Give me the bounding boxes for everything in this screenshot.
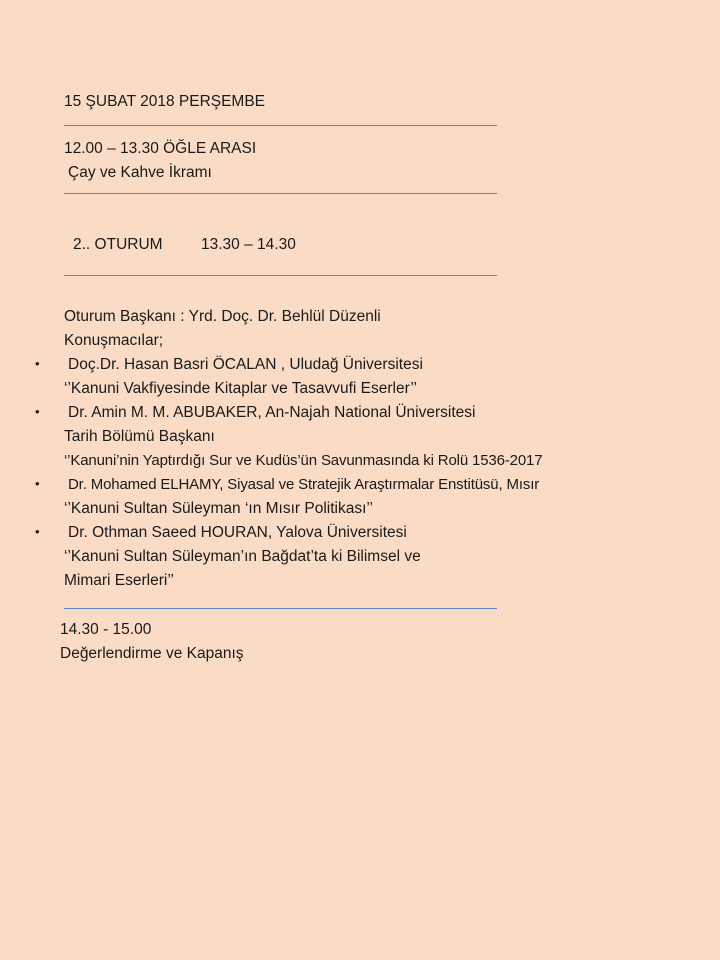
talk-title: ‘’Kanuni Sultan Süleyman’ın Bağdat’ta ki Bilimsel ve xyxy=(64,548,421,565)
speaker-name: Dr. Othman Saeed HOURAN, Yalova Üniversitesi xyxy=(68,524,407,541)
speaker-name: Dr. Mohamed ELHAMY, Siyasal ve Stratejik Araştırmalar Enstitüsü, Mısır xyxy=(68,476,540,493)
bullet: • xyxy=(35,404,40,419)
speaker-name: Doç.Dr. Hasan Basri ÖCALAN , Uludağ Üniversitesi xyxy=(68,356,423,373)
closing-time: 14.30 - 15.00 xyxy=(60,621,152,638)
speakers-label: Konuşmacılar; xyxy=(64,332,164,349)
talk-title: Mimari Eserleri’’ xyxy=(64,572,174,589)
session-chair: Oturum Başkanı : Yrd. Doç. Dr. Behlül Düzenli xyxy=(64,308,381,325)
divider xyxy=(64,608,497,609)
speaker-name: Dr. Amin M. M. ABUBAKER, An-Najah National Üniversitesi xyxy=(68,404,476,421)
divider xyxy=(64,125,497,126)
divider xyxy=(64,193,497,194)
session-title: 2.. OTURUM xyxy=(73,236,163,253)
session-time: 13.30 – 14.30 xyxy=(201,236,296,253)
bullet: • xyxy=(35,476,40,491)
date-heading: 15 ŞUBAT 2018 PERŞEMBE xyxy=(64,93,266,110)
bullet: • xyxy=(35,524,40,539)
break-description: Çay ve Kahve İkramı xyxy=(68,164,212,181)
talk-title: ‘’Kanuni’nin Yaptırdığı Sur ve Kudüs’ün Savunmasında ki Rolü 1536-2017 xyxy=(64,452,543,469)
divider xyxy=(64,275,497,276)
closing-description: Değerlendirme ve Kapanış xyxy=(60,645,244,662)
speaker-affiliation: Tarih Bölümü Başkanı xyxy=(64,428,215,445)
talk-title: ‘’Kanuni Vakfiyesinde Kitaplar ve Tasavvufi Eserler’’ xyxy=(64,380,417,397)
break-time: 12.00 – 13.30 ÖĞLE ARASI xyxy=(64,140,257,157)
talk-title: ‘’Kanuni Sultan Süleyman ‘ın Mısır Politikası’’ xyxy=(64,500,373,517)
bullet: • xyxy=(35,356,40,371)
